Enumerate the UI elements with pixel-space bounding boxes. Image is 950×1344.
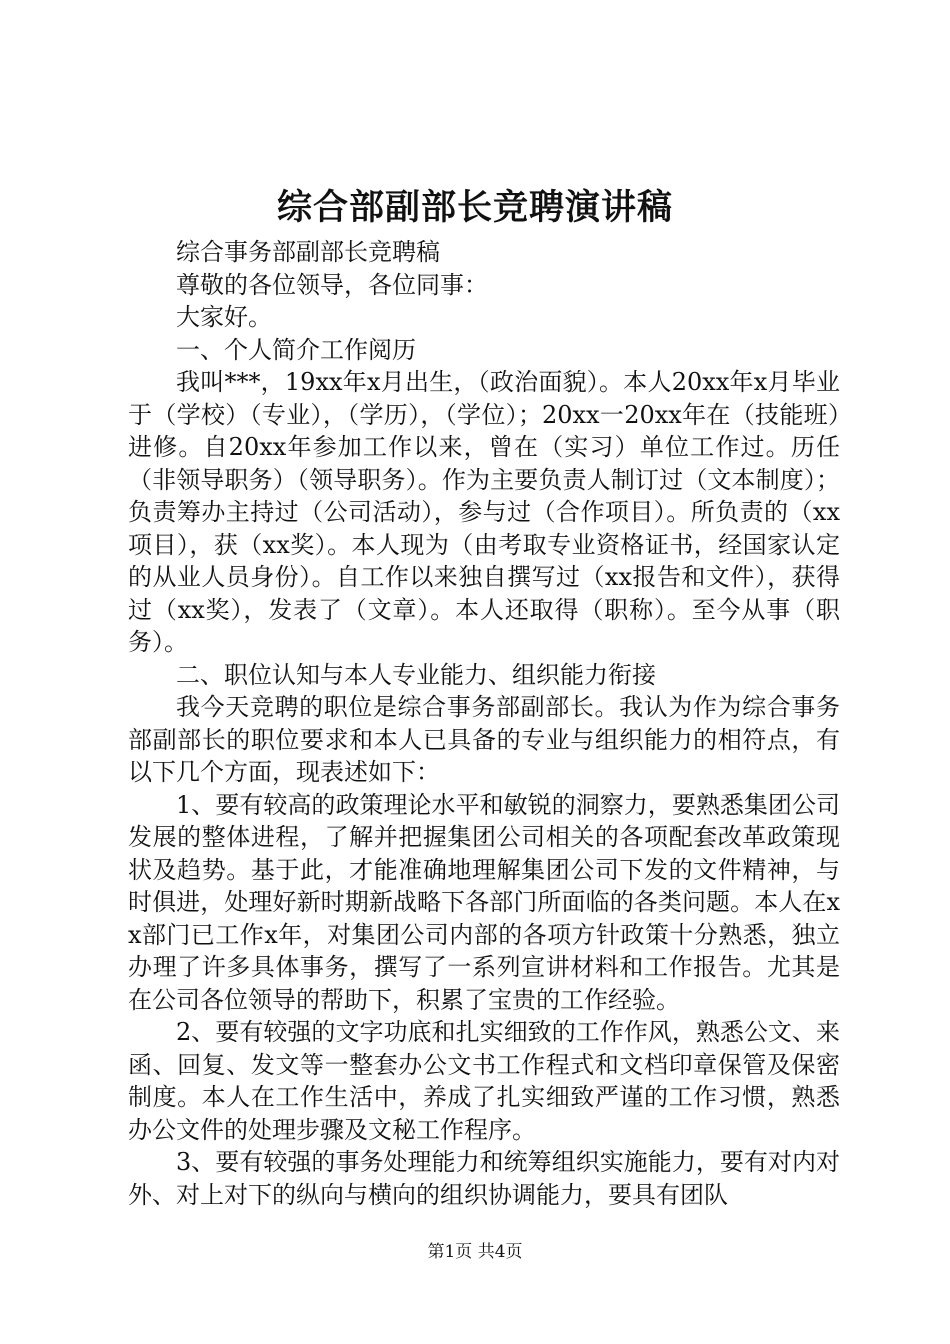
page-number-footer: 第1页 共4页: [427, 1242, 523, 1262]
paragraph-salutation: 尊敬的各位领导，各位同事：: [176, 270, 488, 299]
paragraph-point-3: 3、要有较强的事务处理能力和统筹组织实施能力，要有对内对外、对上对下的纵向与横向的组织协调能力，要具有团队: [128, 1148, 840, 1209]
section-heading-2: 二、职位认知与本人专业能力、组织能力衔接: [176, 660, 656, 689]
paragraph-intro: 我今天竞聘的职位是综合事务部副部长。我认为作为综合事务部副部长的职位要求和本人已具备的专业与组织能力的相符点，有以下几个方面，现表述如下：: [128, 693, 840, 786]
paragraph-point-2: 2、要有较强的文字功底和扎实细致的工作作风，熟悉公文、来函、回复、发文等一整套办公文书工作程式和文档印章保管及保密制度。本人在工作生活中，养成了扎实细致严谨的工作习惯，熟悉办公文件的处理步骤及文秘工作程序。: [128, 1018, 840, 1144]
document-body: [128, 236, 840, 1211]
paragraph-greeting: 大家好。: [176, 303, 272, 331]
paragraph-bio: 我叫***，19xx年x月出生，（政治面貌）。本人20xx年x月毕业于（学校）（专业），（学历），（学位）；20xx一20xx年在（技能班）进修。自20xx年参加工作以来，曾在（实习）单位工作过。历任（非领导职务）（领导职务）。作为主要负责人制订过（文本制度）；负责筹办主持过（公司活动），参与过（合作项目）。所负责的（xx项目），获（xx奖）。本人现为（由考取专业资格证书，经国家认定的从业人员身份）。自工作以来独自撰写过（xx报告和文件），获得过（xx奖），发表了（文章）。本人还取得（职称）。至今从事（职务）。: [128, 368, 840, 656]
paragraph-point-1: 1、要有较高的政策理论水平和敏锐的洞察力，要熟悉集团公司发展的整体进程，了解并把握集团公司相关的各项配套改革政策现状及趋势。基于此，才能准确地理解集团公司下发的文件精神，与时俱进，处理好新时期新战略下各部门所面临的各类问题。本人在xx部门已工作x年，对集团公司内部的各项方针政策十分熟悉，独立办理了许多具体事务，撰写了一系列宣讲材料和工作报告。尤其是在公司各位领导的帮助下，积累了宝贵的工作经验。: [128, 790, 840, 1014]
paragraph-subtitle: 综合事务部副部长竞聘稿: [176, 238, 440, 266]
section-heading-1: 一、个人简介工作阅历: [176, 335, 416, 364]
document-title: 综合部副部长竞聘演讲稿: [276, 187, 673, 228]
